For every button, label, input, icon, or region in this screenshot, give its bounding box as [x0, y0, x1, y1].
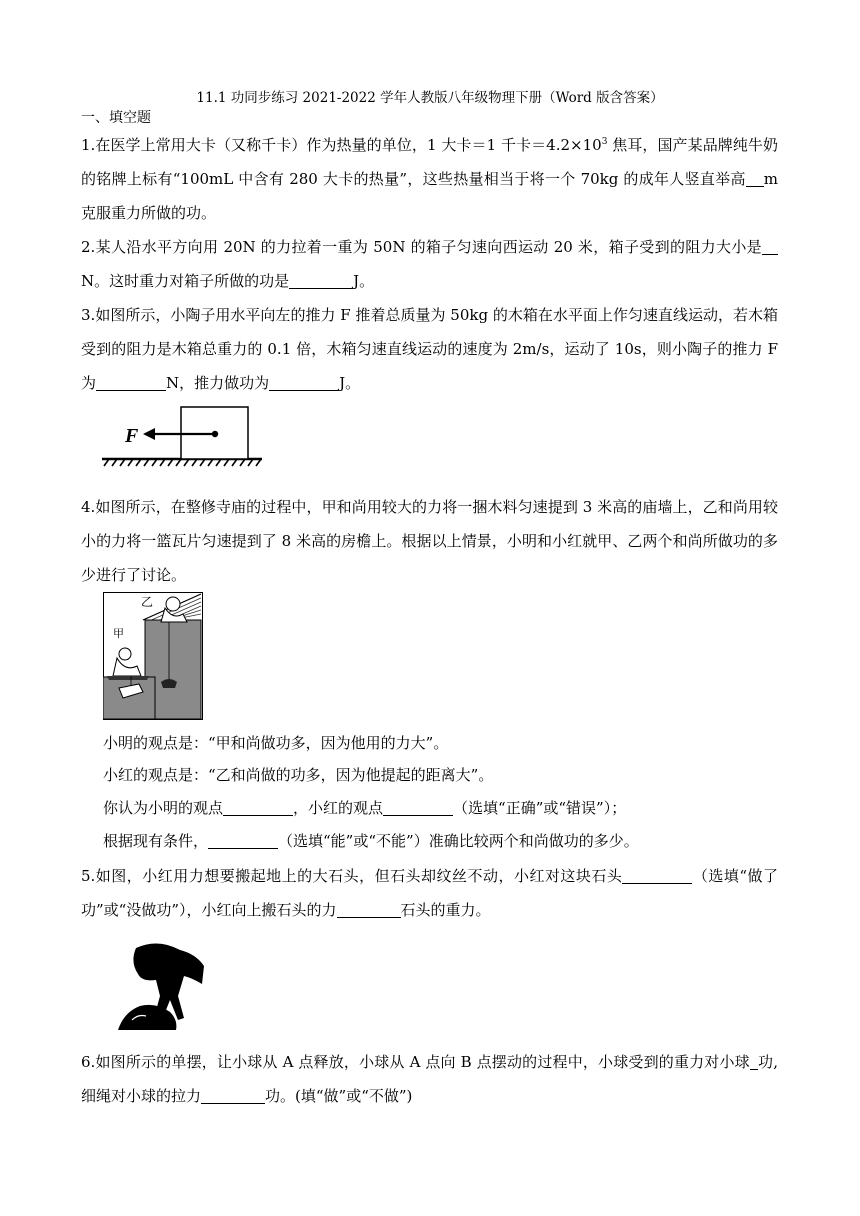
q5-girl-rock-figure — [118, 940, 212, 1032]
q4-monks-figure — [103, 592, 203, 720]
q6-text-b: 功,细绳对小球的拉力 — [81, 1053, 778, 1105]
q5-text-a: 5.如图，小红用力想要搬起地上的大石头，但石头却纹丝不动，小红对这块石头 — [81, 867, 623, 885]
q3-text-c: J。 — [339, 374, 361, 392]
q4-line-2: 小红的观点是：“乙和尚做的功多，因为他提起的距离大”。 — [103, 766, 494, 784]
question-5 — [81, 859, 778, 927]
document-title: 11.1 功同步练习 2021-2022 学年人教版八年级物理下册（Word 版含答案） — [196, 90, 664, 106]
q2-answer-blank-1[interactable] — [762, 238, 778, 255]
short-wall — [103, 677, 155, 719]
q4-line4-a: 根据现有条件， — [103, 832, 209, 850]
q1-text-a: 1.在医学上常用大卡（又称千卡）作为热量的单位，1 大卡＝1 千卡＝4.2×10 — [81, 136, 602, 154]
q3-box-figure — [100, 400, 265, 470]
q4-answer-blank-3[interactable] — [208, 832, 278, 849]
q3-answer-blank-2[interactable] — [269, 374, 339, 391]
q1-text-b: 焦耳，国产某品牌纯牛奶的铭牌上标有“100mL 中含有 280 大卡的热量”，这些热量相当于将一个 70kg 的成年人竖直举高 — [81, 136, 778, 188]
q2-text-c: J。 — [353, 272, 375, 290]
q4-answer-blank-1[interactable] — [223, 799, 293, 816]
q5-text-c: 石头的重力。 — [400, 901, 491, 919]
q4-line4-b: （选填“能”或“不能”）准确比较两个和尚做功的多少。 — [278, 832, 639, 850]
q5-text-b: （选填“做了功”或“没做功”），小红向上搬石头的力 — [81, 867, 778, 919]
question-6 — [81, 1045, 778, 1113]
q1-text-c: m 克服重力所做的功。 — [81, 170, 778, 222]
q3-text-a: 3.如图所示，小陶子用水平向左的推力 F 推着总质量为 50kg 的木箱在水平面上作匀速直线运动，若木箱受到的阻力是木箱总重力的 0.1 倍，木箱匀速直线运动的速度为 2m/s，运动了 10s，则小陶子的推力 F 为 — [81, 306, 778, 392]
q3-answer-blank-1[interactable] — [96, 374, 166, 391]
rock-silhouette — [118, 1005, 176, 1030]
q4-line3-c: （选填“正确”或“错误”）； — [453, 799, 627, 817]
q5-answer-blank-2[interactable] — [337, 901, 401, 918]
q4-line3-a: 你认为小明的观点 — [103, 799, 224, 817]
label-jia: 甲 — [113, 627, 124, 640]
q2-answer-blank-2[interactable] — [289, 272, 353, 289]
force-point — [212, 431, 218, 437]
q6-answer-blank-1[interactable] — [750, 1053, 758, 1070]
q6-text-a: 6.如图所示的单摆，让小球从 A 点释放，小球从 A 点向 B 点摆动的过程中，小球受到的重力对小球 — [81, 1053, 750, 1071]
question-2 — [81, 230, 778, 298]
q6-text-c: 功。(填“做”或“不做”) — [265, 1087, 413, 1105]
q1-answer-blank[interactable] — [746, 170, 764, 187]
q4-line-1: 小明的观点是：“甲和尚做功多，因为他用的力大”。 — [103, 734, 449, 752]
q6-answer-blank-2[interactable] — [201, 1087, 265, 1104]
q1-superscript: 3 — [601, 137, 608, 147]
q4-text: 4.如图所示，在整修寺庙的过程中，甲和尚用较大的力将一捆木料匀速提到 3 米高的庙墙上，乙和尚用较小的力将一篮瓦片匀速提到了 8 米高的房檐上。根据以上情景，小明和小红就甲、乙两个和尚所做功的多少进行了讨论。 — [81, 498, 778, 584]
question-3 — [81, 298, 778, 400]
section-heading: 一、填空题 — [81, 110, 151, 126]
q2-text-b: N。这时重力对箱子所做的功是 — [81, 272, 290, 290]
q2-text-a: 2.某人沿水平方向用 20N 的力拉着一重为 50N 的箱子匀速向西运动 20 米，箱子受到的阻力大小是 — [81, 238, 762, 256]
q3-text-b: N，推力做功为 — [166, 374, 270, 392]
ground-hatching — [102, 459, 262, 466]
label-yi: 乙 — [141, 595, 154, 609]
q4-line-3 — [103, 798, 626, 818]
force-arrow-head — [143, 428, 155, 440]
q4-line-4 — [103, 831, 639, 851]
question-1 — [81, 128, 778, 230]
question-4 — [81, 490, 778, 592]
force-label: F — [125, 425, 139, 447]
q5-answer-blank-1[interactable] — [622, 867, 692, 884]
q4-line3-b: ，小红的观点 — [293, 799, 384, 817]
q4-answer-blank-2[interactable] — [383, 799, 453, 816]
